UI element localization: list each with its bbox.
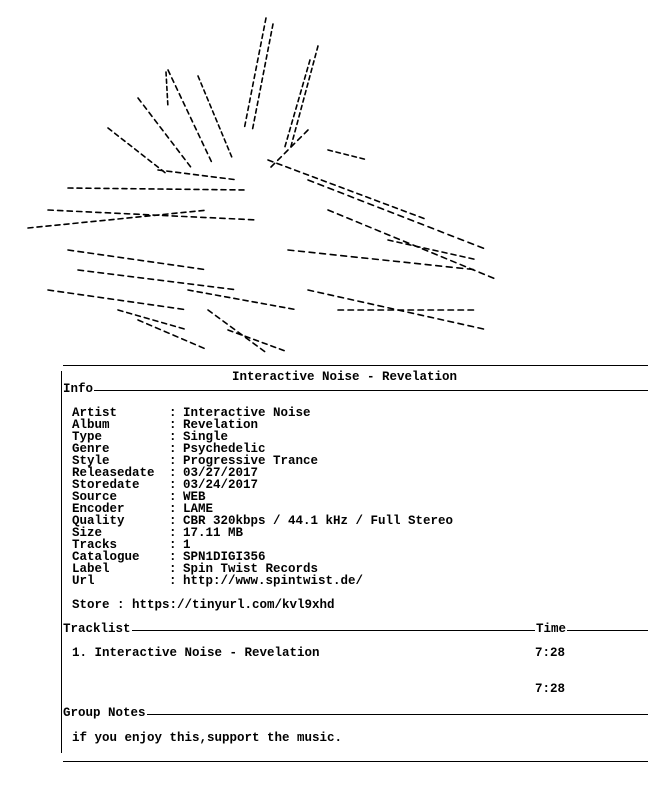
info-value: Progressive Trance <box>183 454 319 468</box>
total-time: 7:28 <box>535 682 566 696</box>
info-value: SPN1DIGI356 <box>183 550 266 564</box>
info-value: 03/27/2017 <box>183 466 259 480</box>
info-rule <box>63 390 648 391</box>
info-separator: : <box>169 574 177 588</box>
info-separator: : <box>169 502 177 516</box>
info-separator: : <box>169 562 177 576</box>
track-title: 1. Interactive Noise - Revelation <box>72 646 320 660</box>
info-row <box>72 515 453 527</box>
info-value: Single <box>183 430 229 444</box>
info-key: Url <box>72 574 95 588</box>
tracklist-heading: Tracklist <box>63 622 131 636</box>
info-separator: : <box>169 538 177 552</box>
info-key: Size <box>72 526 103 540</box>
group-notes-text: if you enjoy this,support the music. <box>72 731 343 745</box>
info-key: Releasedate <box>72 466 155 480</box>
info-value: http://www.spintwist.de/ <box>183 574 364 588</box>
info-separator: : <box>169 514 177 528</box>
ascii-art-illustration <box>8 10 518 354</box>
info-value: Revelation <box>183 418 259 432</box>
store-line: Store : https://tinyurl.com/kvl9xhd <box>72 598 335 612</box>
time-heading: Time <box>536 622 567 636</box>
info-separator: : <box>169 454 177 468</box>
info-key: Quality <box>72 514 125 528</box>
info-value: LAME <box>183 502 214 516</box>
info-key: Type <box>72 430 103 444</box>
info-key: Encoder <box>72 502 125 516</box>
info-separator: : <box>169 442 177 456</box>
info-separator: : <box>169 550 177 564</box>
info-key: Genre <box>72 442 110 456</box>
info-value: CBR 320kbps / 44.1 kHz / Full Stereo <box>183 514 454 528</box>
top-rule <box>63 365 648 366</box>
info-key: Label <box>72 562 110 576</box>
info-key: Style <box>72 454 110 468</box>
info-key: Artist <box>72 406 118 420</box>
info-key: Tracks <box>72 538 118 552</box>
group-notes-heading: Group Notes <box>63 706 146 720</box>
info-heading: Info <box>63 382 94 396</box>
track-time: 7:28 <box>535 646 566 660</box>
info-key: Album <box>72 418 110 432</box>
info-value: 1 <box>183 538 191 552</box>
info-key: Source <box>72 490 118 504</box>
info-value: Interactive Noise <box>183 406 311 420</box>
group-notes-rule <box>63 714 648 715</box>
info-separator: : <box>169 466 177 480</box>
info-value: 17.11 MB <box>183 526 244 540</box>
info-key: Catalogue <box>72 550 140 564</box>
info-separator: : <box>169 490 177 504</box>
info-separator: : <box>169 478 177 492</box>
info-value: WEB <box>183 490 206 504</box>
info-row <box>72 575 363 587</box>
info-separator: : <box>169 406 177 420</box>
info-value: Psychedelic <box>183 442 266 456</box>
left-border <box>61 371 62 753</box>
bottom-rule <box>63 761 648 762</box>
info-value: Spin Twist Records <box>183 562 319 576</box>
info-separator: : <box>169 418 177 432</box>
info-value: 03/24/2017 <box>183 478 259 492</box>
release-title: Interactive Noise - Revelation <box>232 370 458 384</box>
info-separator: : <box>169 430 177 444</box>
info-key: Storedate <box>72 478 140 492</box>
info-separator: : <box>169 526 177 540</box>
